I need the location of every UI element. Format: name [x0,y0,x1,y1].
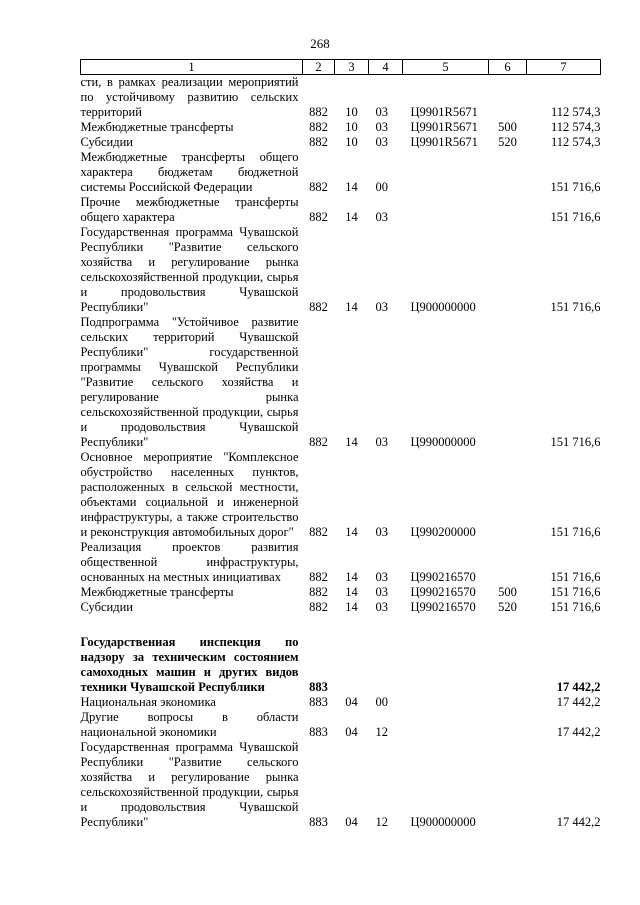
row-ved-code: 882 [309,300,328,314]
row-section-code: 14 [345,210,358,224]
row-name: Межбюджетные трансферты общего характера бюджетам бюджетной системы Российской Федерации [80,150,299,194]
row-target-article [403,150,489,195]
table-row [81,225,601,315]
row-name: Подпрограмма "Устойчивое развитие сельских территорий Чувашской Республики" государственной программы Чувашской Республики "Развитие сельского хозяйства и регулирование рынка сельскохозяйственной продукции, сырья и продовольствия Чувашской Республики" [80,315,299,449]
row-section-code: 10 [345,135,358,149]
table-row [81,635,601,695]
row-target-article [403,195,489,225]
row-expense-type [489,450,527,540]
row-target-article: Ц9901R5671 [410,105,478,119]
row-section-code: 14 [345,180,358,194]
row-expense-type [489,695,527,710]
row-expense-type [489,150,527,195]
row-expense-type [489,195,527,225]
table-row [81,585,601,600]
row-subsection-code: 03 [375,135,388,149]
row-amount: 112 574,3 [550,105,601,119]
row-expense-type [489,75,527,121]
row-expense-type [489,540,527,585]
page-number: 268 [310,36,330,51]
row-subsection-code: 12 [375,725,388,739]
row-amount: 151 716,6 [550,435,601,449]
row-target-article: Ц900000000 [410,815,476,829]
row-amount: 112 574,3 [550,120,601,134]
row-name: сти, в рамках реализации мероприятий по устойчивому развитию сельских территорий [80,75,299,119]
table-row [81,450,601,540]
row-subsection-code: 00 [375,695,388,709]
row-expense-type [489,710,527,740]
row-amount: 17 442,2 [556,725,601,739]
row-name: Реализация проектов развития общественной инфраструктуры, основанных на местных инициативах [80,540,299,584]
row-amount: 151 716,6 [550,570,601,584]
table-body [81,75,601,831]
row-amount: 151 716,6 [550,180,601,194]
row-name: Субсидии [80,600,133,614]
row-section-code: 04 [345,725,358,739]
row-target-article: Ц990216570 [410,585,476,599]
row-subsection-code: 00 [375,180,388,194]
row-amount: 17 442,2 [556,680,601,694]
header-cell-4: 4 [369,60,403,75]
row-name: Государственная программа Чувашской Республики "Развитие сельского хозяйства и регулирование рынка сельскохозяйственной продукции, сырья и продовольствия Чувашской Республики" [80,740,299,829]
row-name: Субсидии [80,135,133,149]
row-ved-code: 883 [309,815,328,829]
row-section-code: 04 [345,695,358,709]
row-ved-code: 882 [309,210,328,224]
row-target-article: Ц900000000 [410,300,476,314]
table-row [81,710,601,740]
row-expense-type: 500 [498,585,517,599]
row-name: Национальная экономика [80,695,216,709]
row-ved-code: 882 [309,120,328,134]
row-target-article: Ц990200000 [410,525,476,539]
table-row [81,135,601,150]
row-subsection-code: 03 [375,600,388,614]
row-ved-code: 882 [309,600,328,614]
header-cell-7: 7 [527,60,601,75]
row-section-code: 14 [345,600,358,614]
row-section-code: 14 [345,300,358,314]
row-target-article: Ц990216570 [410,600,476,614]
row-expense-type: 500 [498,120,517,134]
row-name: Межбюджетные трансферты [80,120,234,134]
row-section-code [335,635,369,695]
header-row [81,60,601,75]
table-row [81,195,601,225]
row-target-article: Ц990000000 [410,435,476,449]
table-row [81,695,601,710]
row-section-code: 10 [345,120,358,134]
row-amount: 151 716,6 [550,210,601,224]
row-ved-code: 883 [309,680,328,694]
row-expense-type [489,315,527,450]
header-cell-6: 6 [489,60,527,75]
row-subsection-code [369,635,403,695]
row-amount: 151 716,6 [550,300,601,314]
row-section-code: 14 [345,525,358,539]
row-amount: 151 716,6 [550,585,601,599]
row-subsection-code: 03 [375,210,388,224]
row-name: Межбюджетные трансферты [80,585,234,599]
row-amount: 112 574,3 [550,135,601,149]
table-row [81,150,601,195]
budget-table-container [80,59,600,830]
header-cell-2: 2 [303,60,335,75]
row-section-code: 10 [345,105,358,119]
row-target-article: Ц990216570 [410,570,476,584]
row-subsection-code: 03 [375,435,388,449]
spacer-cell [81,615,601,635]
header-cell-1: 1 [81,60,303,75]
row-target-article: Ц9901R5671 [410,120,478,134]
row-target-article [403,695,489,710]
table-row [81,740,601,830]
row-ved-code: 882 [309,570,328,584]
row-subsection-code: 03 [375,120,388,134]
table-row [81,600,601,615]
row-expense-type [489,635,527,695]
row-section-code: 04 [345,815,358,829]
row-subsection-code: 03 [375,570,388,584]
row-amount: 151 716,6 [550,600,601,614]
row-expense-type [489,225,527,315]
row-ved-code: 882 [309,135,328,149]
row-ved-code: 882 [309,105,328,119]
row-expense-type [489,740,527,830]
row-ved-code: 882 [309,525,328,539]
row-subsection-code: 03 [375,300,388,314]
row-target-article: Ц9901R5671 [410,135,478,149]
row-section-code: 14 [345,570,358,584]
header-cell-3: 3 [335,60,369,75]
table-row [81,315,601,450]
row-subsection-code: 03 [375,525,388,539]
row-name: Государственная инспекция по надзору за техническим состоянием самоходных машин и других видов техники Чувашской Республики [80,635,299,694]
row-expense-type: 520 [498,600,517,614]
row-ved-code: 882 [309,180,328,194]
row-amount: 17 442,2 [556,815,601,829]
row-subsection-code: 03 [375,585,388,599]
row-ved-code: 883 [309,725,328,739]
row-subsection-code: 12 [375,815,388,829]
row-name: Основное мероприятие "Комплексное обустройство населенных пунктов, расположенных в сельской местности, объектами социальной и инженерной инфраструктуры, а также строительство и реконструкция автомобильных дорог" [80,450,299,539]
row-name: Государственная программа Чувашской Республики "Развитие сельского хозяйства и регулирование рынка сельскохозяйственной продукции, сырья и продовольствия Чувашской Республики" [80,225,299,314]
row-ved-code: 882 [309,585,328,599]
row-amount: 17 442,2 [556,695,601,709]
row-ved-code: 883 [309,695,328,709]
table-row [81,540,601,585]
budget-table [80,59,601,830]
row-target-article [403,635,489,695]
row-name: Прочие межбюджетные трансферты общего характера [80,195,299,224]
row-section-code: 14 [345,435,358,449]
row-section-code: 14 [345,585,358,599]
spacer-row [81,615,601,635]
row-ved-code: 882 [309,435,328,449]
row-expense-type: 520 [498,135,517,149]
row-subsection-code: 03 [375,105,388,119]
table-row [81,120,601,135]
row-name: Другие вопросы в области национальной экономики [80,710,299,739]
row-target-article [403,710,489,740]
row-amount: 151 716,6 [550,525,601,539]
table-row [81,75,601,121]
header-cell-5: 5 [403,60,489,75]
